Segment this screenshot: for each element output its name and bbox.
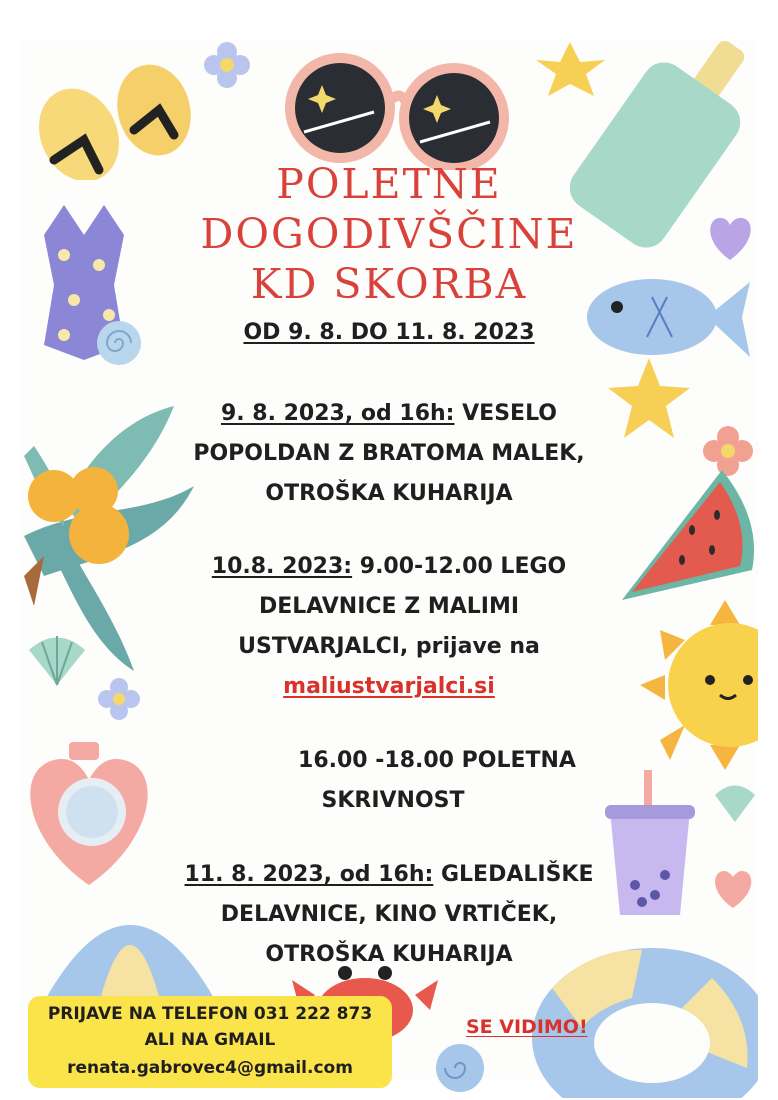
event-2-line-6: SKRIVNOST — [321, 788, 465, 813]
event-2-line-2: DELAVNICE Z MALIMI — [258, 594, 520, 619]
event-3-line-2: DELAVNICE, KINO VRTIČEK, — [220, 902, 558, 927]
event-1-date: 9. 8. 2023, od 16h: — [220, 401, 455, 426]
event-2-date: 10.8. 2023: — [211, 554, 353, 579]
signup-phone-line: PRIJAVE NA TELEFON 031 222 873 — [47, 1004, 373, 1024]
closing-message: SE VIDIMO! — [466, 1016, 588, 1038]
sunglasses-icon — [282, 40, 522, 170]
event-3-title-start: GLEDALIŠKE — [440, 862, 594, 887]
signup-gmail-line: ALI NA GMAIL — [144, 1030, 276, 1050]
event-1-line-3: OTROŠKA KUHARIJA — [265, 481, 513, 506]
dates-heading: OD 9. 8. DO 11. 8. 2023 — [243, 320, 535, 345]
signup-website-link[interactable]: maliustvarjalci.si — [283, 674, 495, 699]
event-2-line-3: USTVARJALCI, prijave na — [238, 634, 540, 659]
event-3-line-1 — [0, 855, 778, 895]
event-3-line-3: OTROŠKA KUHARIJA — [265, 942, 513, 967]
signup-box — [28, 996, 392, 1088]
event-3-date: 11. 8. 2023, od 16h: — [184, 862, 434, 887]
event-2-link-line — [0, 667, 778, 707]
flower-icon — [202, 40, 252, 90]
signup-email[interactable]: renata.gabrovec4@gmail.com — [67, 1058, 353, 1078]
poster-title-line-3: KD SKORBA — [250, 260, 528, 308]
seashell-icon — [430, 1040, 490, 1096]
event-1-title-start: VESELO — [462, 401, 558, 426]
event-2-line-5: 16.00 -18.00 POLETNA — [298, 748, 576, 773]
poster-title-line-1: POLETNE — [276, 160, 502, 208]
poster-title-line-2: DOGODIVŠČINE — [200, 210, 578, 258]
event-1-line-1 — [0, 394, 778, 434]
event-2-title-start: 9.00-12.00 LEGO — [359, 554, 567, 579]
event-2-line-1 — [0, 547, 778, 587]
event-1-line-2: POPOLDAN Z BRATOMA MALEK, — [193, 441, 585, 466]
